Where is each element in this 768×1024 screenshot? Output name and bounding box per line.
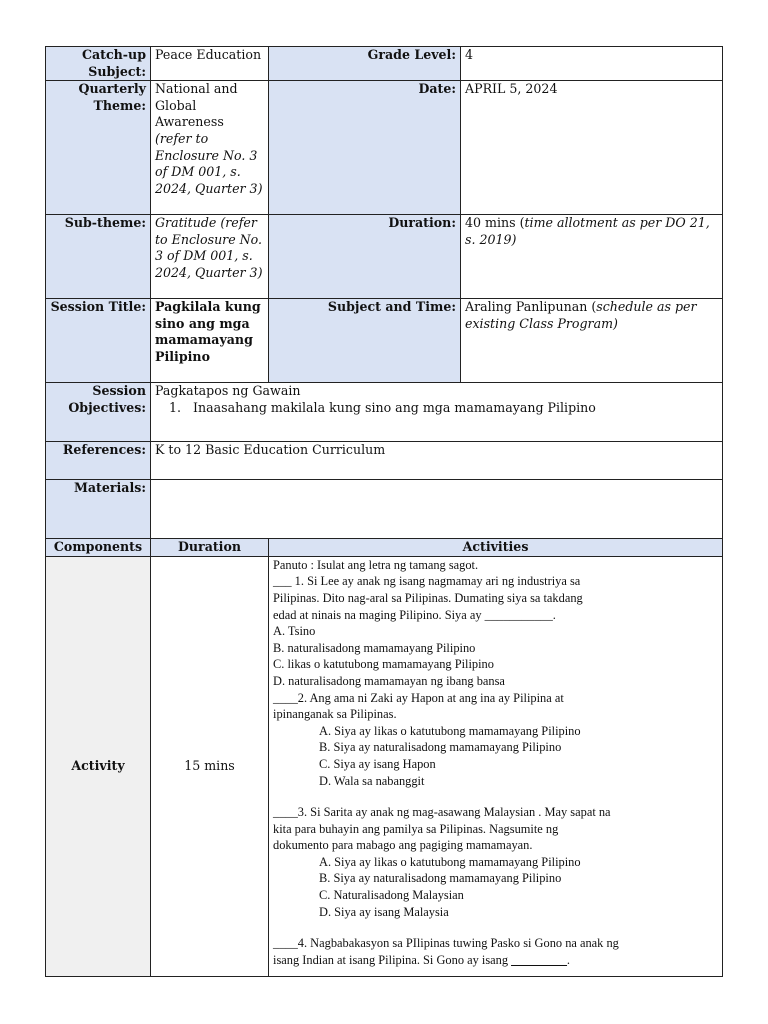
q3-option-c: C. Naturalisadong Malaysian (319, 888, 464, 903)
row-materials (46, 480, 723, 539)
lesson-plan-table (45, 46, 723, 977)
col-duration-header: Duration (151, 539, 269, 557)
q3-option-b: B. Siya ay naturalisadong mamamayang Pilipino (319, 871, 562, 886)
duration-note: time allotment as per DO 21, s. 2019) (465, 215, 710, 247)
q2-option-c: C. Siya ay isang Hapon (319, 756, 436, 771)
q1-option-a: A. Tsino (273, 624, 316, 639)
row-subtheme-duration (46, 215, 723, 299)
row-session-subject (46, 299, 723, 383)
question-3-line-2: kita para buhayin ang pamilya sa Pilipinas. Nagsumite ng (273, 821, 559, 836)
q3-option-a: A. Siya ay likas o katutubong mamamayang Pilipino (319, 854, 581, 869)
col-activities-header: Activities (269, 539, 723, 557)
q2-option-d: D. Wala sa nabanggit (319, 773, 425, 788)
quarterly-theme-note: (refer to Enclosure No. 3 of DM 001, s. 2024, Quarter 3) (155, 130, 263, 196)
spacer (273, 789, 718, 804)
question-1-line-2: Pilipinas. Dito nag-aral sa Pilipinas. Dumating siya sa takdang (273, 590, 583, 605)
duration-cell (461, 215, 723, 299)
activity-row (46, 556, 723, 976)
component-activity-cell: Activity (46, 556, 151, 976)
components-header-row (46, 539, 723, 557)
materials-label: Materials: (46, 480, 151, 539)
question-2-line-2: ipinanganak sa Pilipinas. (273, 707, 397, 722)
question-3-line-1: ____3. Si Sarita ay anak ng mag-asawang Malaysian . May sapat na (273, 805, 611, 820)
q3-option-d: D. Siya ay isang Malaysia (319, 904, 449, 919)
q1-option-c: C. likas o katutubong mamamayang Pilipino (273, 657, 494, 672)
subject-time-value: Araling Panlipunan ( (465, 299, 597, 315)
date-value: APRIL 5, 2024 (461, 81, 723, 215)
question-3-line-3: dokumento para mabago ang pagiging mamamayan. (273, 838, 533, 853)
session-title-label: Session Title: (46, 299, 151, 383)
activities-cell (269, 556, 723, 976)
catchup-subject-label: Catch-up Subject: (46, 47, 151, 81)
session-title-value: Pagkilala kung sino ang mga mamamayang Pilipino (151, 299, 269, 383)
question-4-text: isang Indian at isang Pilipina. Si Gono ay isang (273, 952, 512, 967)
quarterly-theme-label: Quarterly Theme: (46, 81, 151, 215)
references-label: References: (46, 442, 151, 480)
question-4-period: . (566, 952, 571, 967)
answer-blank: _________ (511, 952, 567, 967)
row-objectives (46, 383, 723, 442)
spacer (273, 920, 718, 935)
q1-option-b: B. naturalisadong mamamayang Pilipino (273, 640, 476, 655)
sub-theme-label: Sub-theme: (46, 215, 151, 299)
q1-option-d: D. naturalisadong mamamayan ng ibang bansa (273, 673, 505, 688)
materials-value (151, 480, 723, 539)
question-2-line-1: ____2. Ang ama ni Zaki ay Hapon at ang ina ay Pilipina at (273, 690, 564, 705)
row-references (46, 442, 723, 480)
subject-time-note: schedule as per existing Class Program) (465, 299, 697, 331)
sub-theme-value: Gratitude (refer to Enclosure No. 3 of DM 001, s. 2024, Quarter 3) (151, 215, 269, 299)
row-catchup-grade (46, 47, 723, 81)
q2-option-a: A. Siya ay likas o katutubong mamamayang Pilipino (319, 723, 581, 738)
date-label: Date: (269, 81, 461, 215)
subject-time-cell (461, 299, 723, 383)
duration-value: 40 mins ( (465, 215, 525, 231)
question-4-line-2 (273, 952, 718, 969)
objectives-intro: Pagkatapos ng Gawain (155, 383, 301, 399)
duration-label: Duration: (269, 215, 461, 299)
subject-time-label: Subject and Time: (269, 299, 461, 383)
quarterly-theme-value: National and Global Awareness (155, 81, 238, 130)
session-objectives-label: Session Objectives: (46, 383, 151, 442)
question-1-line-3: edad at ninais na maging Pilipino. Siya ay ___________. (273, 607, 556, 622)
catchup-subject-value: Peace Education (151, 47, 269, 81)
duration-15-mins-cell: 15 mins (151, 556, 269, 976)
grade-level-value: 4 (461, 47, 723, 81)
grade-level-label: Grade Level: (269, 47, 461, 81)
session-objectives-cell (151, 383, 723, 442)
references-value: K to 12 Basic Education Curriculum (151, 442, 723, 480)
quarterly-theme-cell (151, 81, 269, 215)
question-4-line-1: ____4. Nagbabakasyon sa PIlipinas tuwing Pasko si Gono na anak ng (273, 936, 619, 951)
question-1-line-1: ___ 1. Si Lee ay anak ng isang nagmamay ari ng industriya sa (273, 574, 581, 589)
row-theme-date (46, 81, 723, 215)
objective-item: 1. Inaasahang makilala kung sino ang mga mamamayang Pilipino (169, 399, 596, 415)
instruction-line: Panuto : Isulat ang letra ng tamang sagot. (273, 557, 479, 572)
q2-option-b: B. Siya ay naturalisadong mamamayang Pilipino (319, 740, 562, 755)
col-components-header: Components (46, 539, 151, 557)
